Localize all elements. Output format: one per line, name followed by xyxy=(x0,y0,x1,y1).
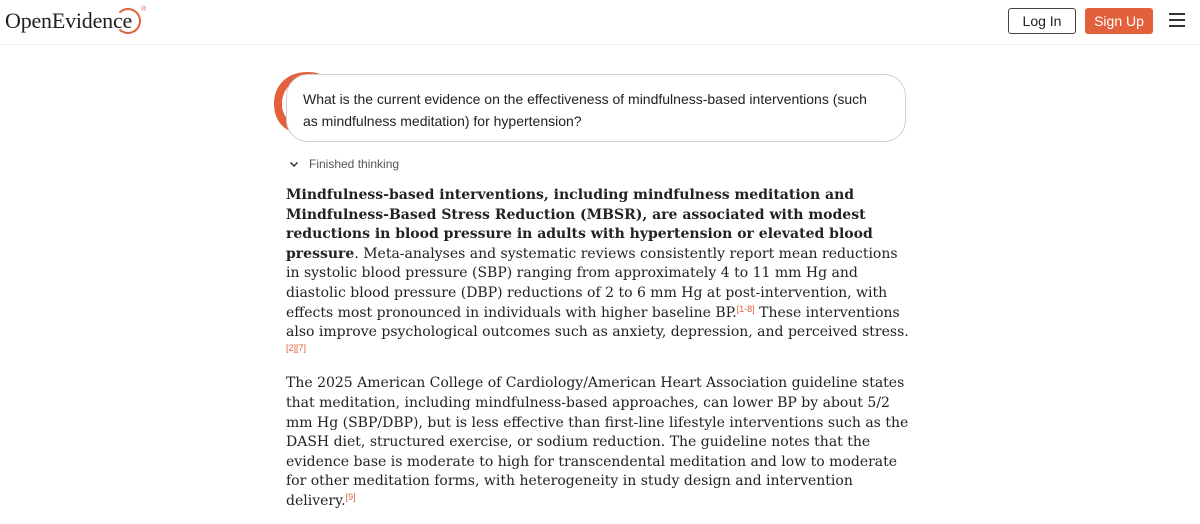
answer-text-segment: These interventions also improve psychological outcomes such as anxiety, depression, and perceived stress. xyxy=(286,304,909,341)
registered-mark-icon: ® xyxy=(141,6,147,13)
chevron-down-icon xyxy=(288,158,300,170)
answer-text-segment: The 2025 American College of Cardiology/American Heart Association guideline states that meditation, including mindfulness-based approaches, can lower BP by about 5/2 mm Hg (SBP/DBP), but is less effective than first-line lifestyle interventions such as the DASH diet, structured exercise, or sodium reduction. The guideline notes that the evidence base is moderate to high for transcendental meditation and low to moderate for other meditation forms, with heterogeneity in study design and intervention delivery. xyxy=(286,375,909,509)
answer-body xyxy=(286,186,914,524)
citation-link[interactable]: [1-8] xyxy=(736,303,755,314)
answer-paragraph-2 xyxy=(286,374,914,511)
citation-link[interactable]: [2][7] xyxy=(286,342,307,353)
answer-summary-bold: Mindfulness-based interventions, including mindfulness meditation and Mindfulness-Based Stress Reduction (MBSR), are associated with modest reductions in blood pressure in adults with hypertension or elevated blood pressure xyxy=(286,187,873,262)
hamburger-menu-icon[interactable] xyxy=(1169,13,1187,29)
openevidence-logo[interactable] xyxy=(5,6,147,34)
citation-link[interactable]: [9] xyxy=(345,491,356,502)
answer-text-segment: . Meta-analyses and systematic reviews consistently report mean reductions in systolic blood pressure (SBP) ranging from approximately 4 to 11 mm Hg and diastolic blood pressure (DBP) reductions of 2 to 6 mm Hg at post-intervention, with effects most pronounced in individuals with higher baseline BP. xyxy=(286,245,898,321)
logo-text: OpenEvidence xyxy=(5,8,133,33)
answer-paragraph-1 xyxy=(286,186,914,362)
user-query xyxy=(268,66,908,144)
logo-ring-icon xyxy=(115,8,141,34)
top-navigation-bar xyxy=(0,0,1200,44)
log-in-button[interactable]: Log In xyxy=(1008,8,1076,34)
header-divider xyxy=(0,44,1200,45)
sign-up-button[interactable]: Sign Up xyxy=(1085,8,1153,34)
finished-thinking-toggle[interactable] xyxy=(288,156,399,172)
query-text-bubble: What is the current evidence on the effectiveness of mindfulness-based interventions (such as mindfulness meditation) for hypertension? xyxy=(286,74,906,142)
finished-thinking-label: Finished thinking xyxy=(309,157,400,171)
